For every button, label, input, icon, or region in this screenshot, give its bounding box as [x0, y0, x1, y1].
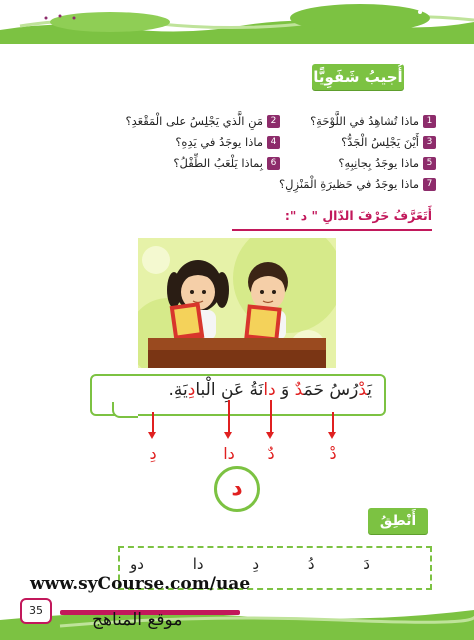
question-number: 6: [267, 157, 280, 170]
pronounce-letter: دَ: [363, 555, 370, 573]
watermark-site-name: موقع المناهج: [92, 610, 183, 630]
extracted-letter-3: دا: [223, 444, 235, 463]
word-danatu: دانَةُ: [249, 380, 276, 400]
pronounce-letters: [130, 555, 370, 573]
question-text: ماذا يوجَدُ في حَظيرَةِ الْمَنْزِلِ؟: [279, 177, 419, 191]
word-hamadun: حَمَدٌ: [294, 380, 324, 400]
pronounce-title: أَنْطِقُ: [368, 508, 428, 534]
question-6: [80, 156, 280, 177]
extracted-letter-1: دْ: [329, 444, 337, 463]
example-sentence: [169, 380, 372, 400]
question-text: بِماذا يَلْعَبُ الطِّفْلُ؟: [173, 156, 263, 170]
question-3: [256, 135, 436, 156]
question-number: 3: [423, 136, 436, 149]
header-decoration: [0, 0, 474, 44]
arrow-1-head: [328, 432, 336, 439]
pronounce-letter: دُ: [307, 555, 315, 573]
section-title: أُجيبُ شَفَوِيًّا: [312, 64, 404, 90]
arrow-4-head: [148, 432, 156, 439]
question-text: ماذا تُشاهِدُ في اللَّوْحَةِ؟: [310, 114, 419, 128]
question-2: [80, 114, 280, 135]
watermark-url: www.syCourse.com/uae: [30, 574, 251, 594]
arrow-3: [228, 400, 230, 434]
word-yadrusu: يَدْرُسُ: [329, 380, 372, 400]
pronounce-letter: دِ: [252, 555, 260, 573]
arrow-3-head: [224, 432, 232, 439]
questions-left: [80, 114, 280, 177]
question-number: 2: [267, 115, 280, 128]
arrow-2-head: [266, 432, 274, 439]
question-text: ماذا يوجَدُ بِجانِبِهِ؟: [338, 156, 419, 170]
word-albadiya: الْبادِيَةِ.: [168, 380, 216, 400]
learn-letter-heading: أَتَعَرَّفُ حَرْفَ الدّالِ " د ":: [284, 208, 432, 223]
questions-right: [256, 114, 436, 198]
pronounce-letter: دو: [130, 555, 144, 573]
extracted-letter-2: دٌ: [267, 444, 275, 463]
question-number: 1: [423, 115, 436, 128]
page-number-badge: 35: [20, 598, 52, 624]
word-wa: وَ: [281, 380, 290, 400]
question-4: [80, 135, 280, 156]
arrow-2: [270, 400, 272, 434]
heading-underline: [232, 229, 432, 231]
extracted-letter-4: دِ: [149, 444, 157, 463]
question-5: [256, 156, 436, 177]
question-number: 5: [423, 157, 436, 170]
question-text: مَنِ الَّذي يَجْلِسُ على الْمَقْعَدِ؟: [125, 114, 263, 128]
footer-decoration: [0, 596, 474, 640]
arrow-1: [332, 412, 334, 434]
question-text: أَيْنَ يَجْلِسُ الْجَدُّ؟: [341, 135, 419, 149]
sentence-box-arrow-tab: [112, 402, 138, 418]
question-7: [256, 177, 436, 198]
arrow-4: [152, 412, 154, 434]
question-number: 7: [423, 178, 436, 191]
question-number: 4: [267, 136, 280, 149]
pronounce-letter: دا: [192, 555, 204, 573]
question-text: ماذا يوجَدُ في يَدِهِ؟: [175, 135, 263, 149]
word-ani: عَنِ: [220, 380, 245, 400]
children-reading-illustration: [138, 238, 336, 368]
question-1: [256, 114, 436, 135]
letter-circle: د: [214, 466, 260, 512]
